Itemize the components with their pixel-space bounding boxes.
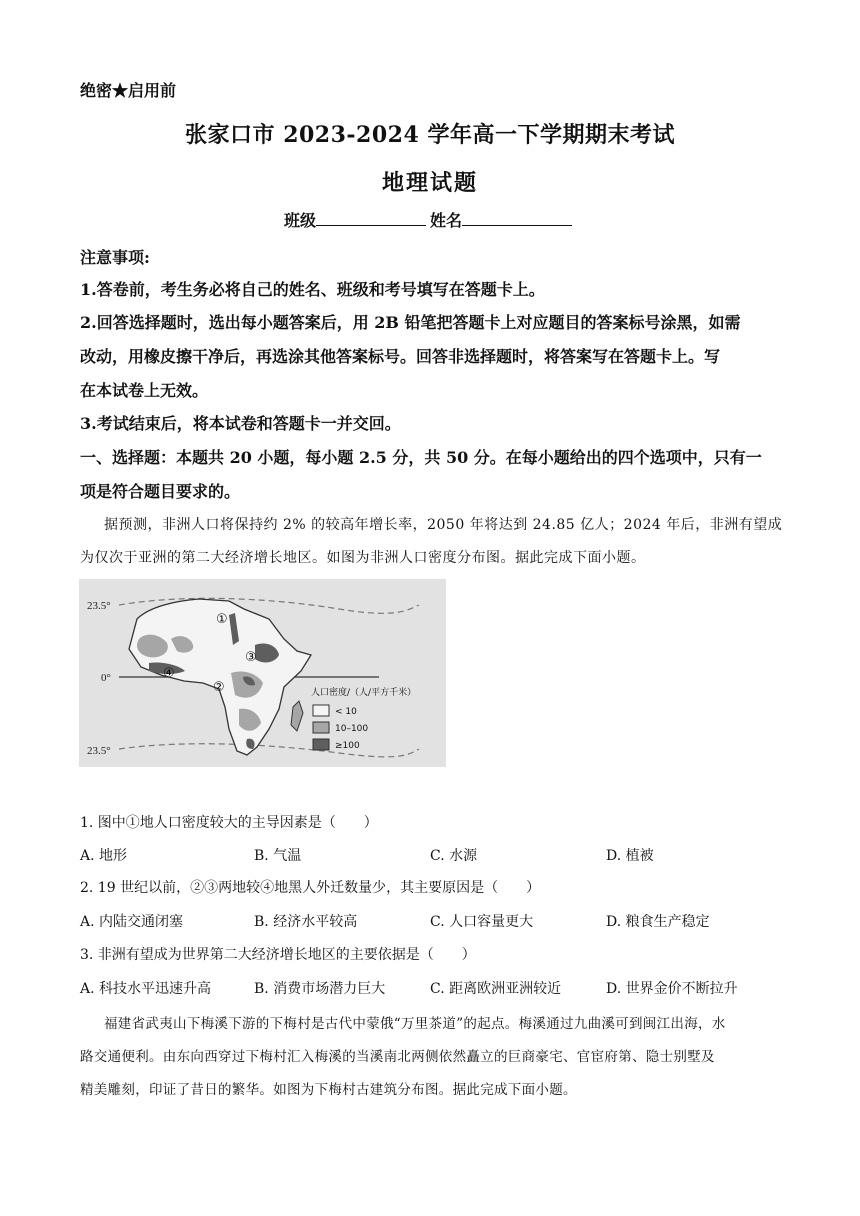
lat-label-equator: 0° (101, 672, 111, 684)
question-2-option-c[interactable]: C. 人口容量更大 (430, 914, 534, 930)
exam-subtitle: 地理试题 (381, 170, 478, 196)
question-3-option-b[interactable]: B. 消费市场潜力巨大 (254, 981, 386, 997)
section-heading-line-1: 一、选择题：本题共 20 小题，每小题 2.5 分，共 50 分。在每小题给出的四个选项中，只有一 (80, 448, 762, 467)
legend-title: 人口密度/（人/平方千米） (311, 688, 417, 698)
class-blank (316, 209, 426, 226)
question-1-option-d[interactable]: D. 植被 (606, 848, 654, 864)
question-3-stem: 3. 非洲有望成为世界第二大经济增长地区的主要依据是（ ） (80, 947, 476, 963)
name-blank (462, 209, 572, 226)
passage-2-line-2: 路交通便利。由东向西穿过下梅村汇入梅溪的当溪南北两侧依然矗立的巨商豪宅、官宦府第、隐士别墅及 (80, 1049, 715, 1065)
class-label: 班级 (283, 211, 316, 230)
notice-rule-2-line-1: 2.回答选择题时，选出每小题答案后，用 2B 铅笔把答题卡上对应题目的答案标号涂黑，如需 (80, 313, 741, 332)
passage-2-line-3: 精美雕刻，印证了昔日的繁华。如图为下梅村古建筑分布图。据此完成下面小题。 (80, 1082, 577, 1098)
question-1-stem: 1. 图中①地人口密度较大的主导因素是（ ） (80, 815, 378, 831)
question-3-option-c[interactable]: C. 距离欧洲亚洲较近 (430, 981, 562, 997)
section-heading-line-2: 项是符合题目要求的。 (80, 482, 241, 501)
passage-2-line-1: 福建省武夷山下梅溪下游的下梅村是古代中蒙俄“万里茶道”的起点。梅溪通过九曲溪可到闽江出海，水 (104, 1016, 726, 1032)
legend-label-low: < 10 (335, 707, 357, 717)
legend-label-high: ≥100 (335, 741, 360, 751)
legend-swatch-low (313, 705, 329, 716)
notice-title: 注意事项: (80, 248, 150, 267)
student-info-line (0, 208, 860, 231)
lat-label-south: 23.5° (87, 745, 111, 757)
map-marker-3: ③ (245, 650, 257, 665)
legend-swatch-mid (313, 722, 329, 733)
map-marker-2: ② (213, 680, 225, 695)
notice-rule-2-line-3: 在本试卷上无效。 (80, 381, 209, 400)
africa-map-svg (79, 579, 446, 767)
notice-rule-2-line-2: 改动，用橡皮擦干净后，再选涂其他答案标号。回答非选择题时，将答案写在答题卡上。写 (80, 347, 721, 366)
question-1-option-a[interactable]: A. 地形 (80, 848, 128, 864)
question-2-stem: 2. 19 世纪以前，②③两地较④地黑人外迁数量少，其主要原因是（ ） (80, 880, 541, 896)
legend-swatch-high (313, 739, 329, 750)
confidential-label: 绝密★启用前 (80, 81, 177, 100)
question-1-option-b[interactable]: B. 气温 (254, 848, 302, 864)
question-2-option-d[interactable]: D. 粮食生产稳定 (606, 914, 710, 930)
map-marker-1: ① (216, 612, 228, 627)
exam-title: 张家口市 2023-2024 学年高一下学期期末考试 (185, 122, 675, 148)
map-marker-4: ④ (163, 666, 175, 681)
africa-population-map (79, 579, 446, 767)
question-3-option-a[interactable]: A. 科技水平迅速升高 (80, 981, 212, 997)
notice-rule-3: 3.考试结束后，将本试卷和答题卡一并交回。 (80, 414, 401, 433)
question-2-option-b[interactable]: B. 经济水平较高 (254, 914, 358, 930)
legend-label-mid: 10–100 (335, 724, 369, 734)
lat-label-north: 23.5° (87, 600, 111, 612)
passage-1-line-2: 为仅次于亚洲的第二大经济增长地区。如图为非洲人口密度分布图。据此完成下面小题。 (80, 550, 646, 566)
name-label: 姓名 (430, 211, 463, 230)
question-3-option-d[interactable]: D. 世界金价不断拉升 (606, 981, 738, 997)
passage-1-line-1: 据预测，非洲人口将保持约 2% 的较高年增长率，2050 年将达到 24.85 亿人；2024 年后，非洲有望成 (104, 517, 783, 533)
notice-rule-1: 1.答卷前，考生务必将自己的姓名、班级和考号填写在答题卡上。 (80, 280, 545, 299)
question-2-option-a[interactable]: A. 内陆交通闭塞 (80, 914, 184, 930)
question-1-option-c[interactable]: C. 水源 (430, 848, 478, 864)
